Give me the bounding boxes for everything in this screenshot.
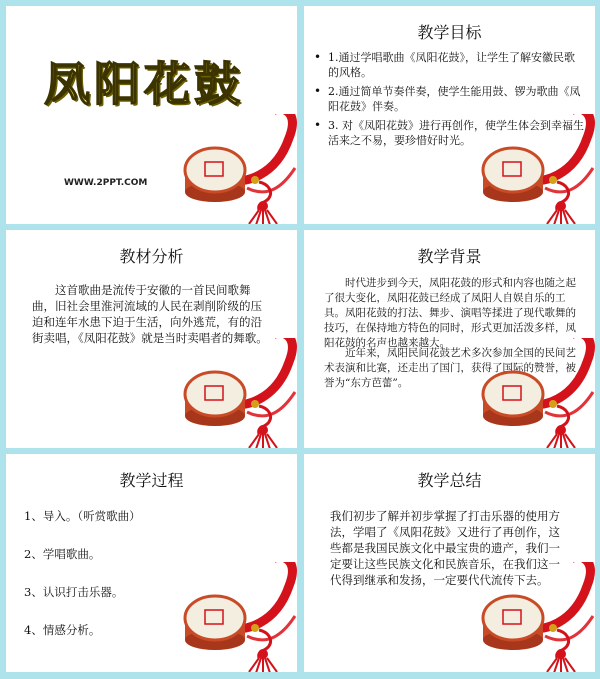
drum-tassel-icon — [167, 114, 297, 224]
slide-summary[interactable] — [304, 454, 595, 672]
slide-goals[interactable] — [304, 6, 595, 224]
list-item: 2、学唱歌曲。 — [24, 547, 101, 561]
slide-title[interactable] — [6, 6, 297, 224]
list-item: 4、情感分析。 — [24, 623, 101, 637]
drum-tassel-icon — [167, 338, 297, 448]
body-text: 近年来，凤阳民间花鼓艺术多次参加全国的民间艺术表演和比赛，还走出了国门，获得了国际的赞誉，被誉为“东方芭蕾”。 — [324, 347, 576, 389]
body-text: 这首歌曲是流传于安徽的一首民间歌舞曲，旧社会里淮河流域的人民在剥削阶级的压迫和连年水患下迫于生活，向外逃荒，有的沿街卖唱，《凤阳花鼓》就是当时卖唱者的舞歌。 — [32, 283, 268, 345]
body-text: 时代进步到今天，凤阳花鼓的形式和内容也随之起了很大变化，凤阳花鼓已经成了凤阳人自娱自乐的工具。凤阳花鼓的打法、舞步、演唱等揉进了现代歌舞的技巧，在保持地方特色的同时，形式更加活泼多样，凤阳花鼓的名声也越来越大。 — [324, 277, 576, 349]
slide-heading: 教学过程 — [119, 471, 184, 490]
drum-tassel-icon — [465, 338, 595, 448]
slide-heading: 教学总结 — [417, 471, 482, 490]
slide-heading: 教学背景 — [417, 247, 482, 266]
list-item: • 1.通过学唱歌曲《凤阳花鼓》，让学生了解安徽民歌的风格。 — [314, 50, 584, 80]
step-list — [24, 508, 141, 660]
list-item: • 3. 对《凤阳花鼓》进行再创作，使学生体会到幸福生活来之不易，要珍惜好时光。 — [314, 118, 584, 148]
slide-heading: 教学目标 — [417, 23, 482, 42]
list-item: • 2.通过简单节奏伴奏，使学生能用鼓、锣为歌曲《凤阳花鼓》伴奏。 — [314, 84, 584, 114]
slide-process[interactable] — [6, 454, 297, 672]
body-text: 我们初步了解并初步掌握了打击乐器的使用方法，学唱了《凤阳花鼓》又进行了再创作，这些都是我国民族文化中最宝贵的遗产，我们一定要让这些民族文化和民族音乐，在我们这一代得到继承和发扬，一定要代代流传下去。 — [330, 509, 560, 587]
slide-material-analysis[interactable] — [6, 230, 297, 448]
drum-tassel-icon — [465, 562, 595, 672]
drum-tassel-icon — [167, 562, 297, 672]
slide-heading: 教材分析 — [119, 247, 184, 266]
list-item: 3、认识打击乐器。 — [24, 585, 124, 599]
slide-background[interactable] — [304, 230, 595, 448]
main-title: 凤阳花鼓 — [44, 57, 244, 111]
site-url: WWW.2PPT.COM — [64, 178, 148, 188]
list-item: 1、导入。（听赏歌曲） — [24, 509, 141, 523]
drum-tassel-icon — [465, 114, 595, 224]
